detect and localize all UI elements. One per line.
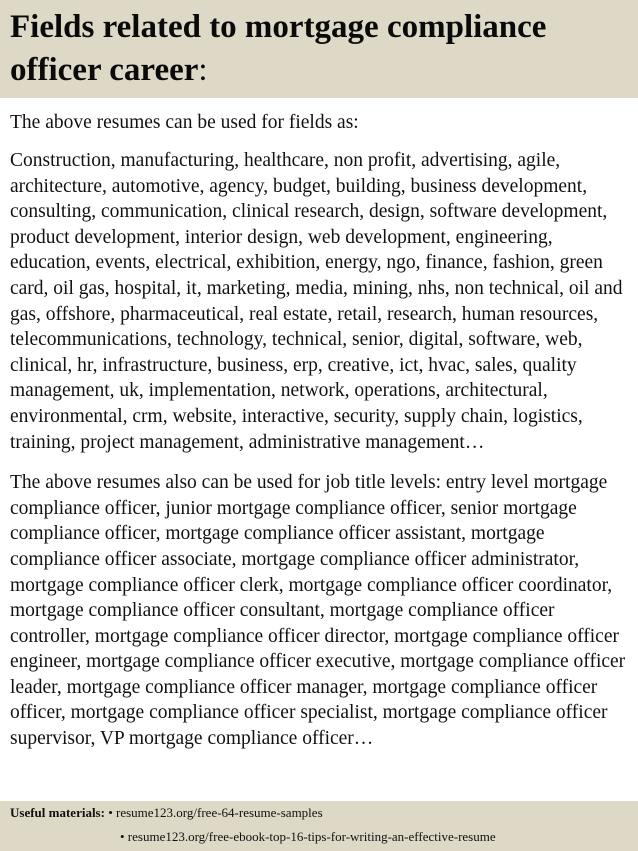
main-content (10, 110, 632, 800)
page-title-colon: : (198, 52, 208, 88)
useful-materials-label (10, 805, 105, 820)
footer-link-2[interactable]: • resume123.org/free-ebook-top-16-tips-for-writing-an-effective-resume (120, 829, 496, 844)
useful-materials-label-colon: : (100, 805, 105, 820)
useful-materials-label-text: Useful materials (10, 805, 101, 820)
job-levels-paragraph: The above resumes also can be used for job title levels: entry level mortgage compliance officer, junior mortgage compliance officer, senior mortgage compliance officer, mortgage compliance officer assistant, mortgage compliance officer associate, mortgage compliance officer administrator, mortgage compliance officer clerk, mortgage compliance officer coordinator, mortgage compliance officer consultant, mortgage compliance officer controller, mortgage compliance officer director, mortgage compliance officer engineer, mortgage compliance officer executive, mortgage compliance officer leader, mortgage compliance officer manager, mortgage compliance officer officer, mortgage compliance officer specialist, mortgage compliance officer supervisor, VP mortgage compliance officer… (10, 472, 626, 750)
fields-paragraph: Construction, manufacturing, healthcare, non profit, advertising, agile, architecture, automotive, agency, budget, building, business development, consulting, communication, clinical research, design, software development, product development, interior design, web development, engineering, education, events, electrical, exhibition, energy, ngo, finance, fashion, green card, oil gas, hospital, it, marketing, media, mining, nhs, non technical, oil and gas, offshore, pharmaceutical, real estate, retail, research, human resources, telecommunications, technology, technical, senior, digital, software, web, clinical, hr, infrastructure, business, erp, creative, ict, hvac, sales, quality management, uk, implementation, network, operations, architectural, environmental, crm, website, interactive, security, supply chain, logistics, training, project management, administrative management… (10, 150, 623, 453)
footer-line-1 (10, 805, 323, 821)
intro-text: The above resumes can be used for fields as: (10, 112, 359, 133)
footer-line-2 (120, 829, 496, 845)
footer-band (0, 801, 638, 851)
page-title-text: Fields related to mortgage compliance officer career (10, 9, 547, 88)
title-band (0, 0, 638, 98)
page-title (10, 6, 630, 92)
footer-link-1[interactable]: • resume123.org/free-64-resume-samples (108, 805, 323, 820)
